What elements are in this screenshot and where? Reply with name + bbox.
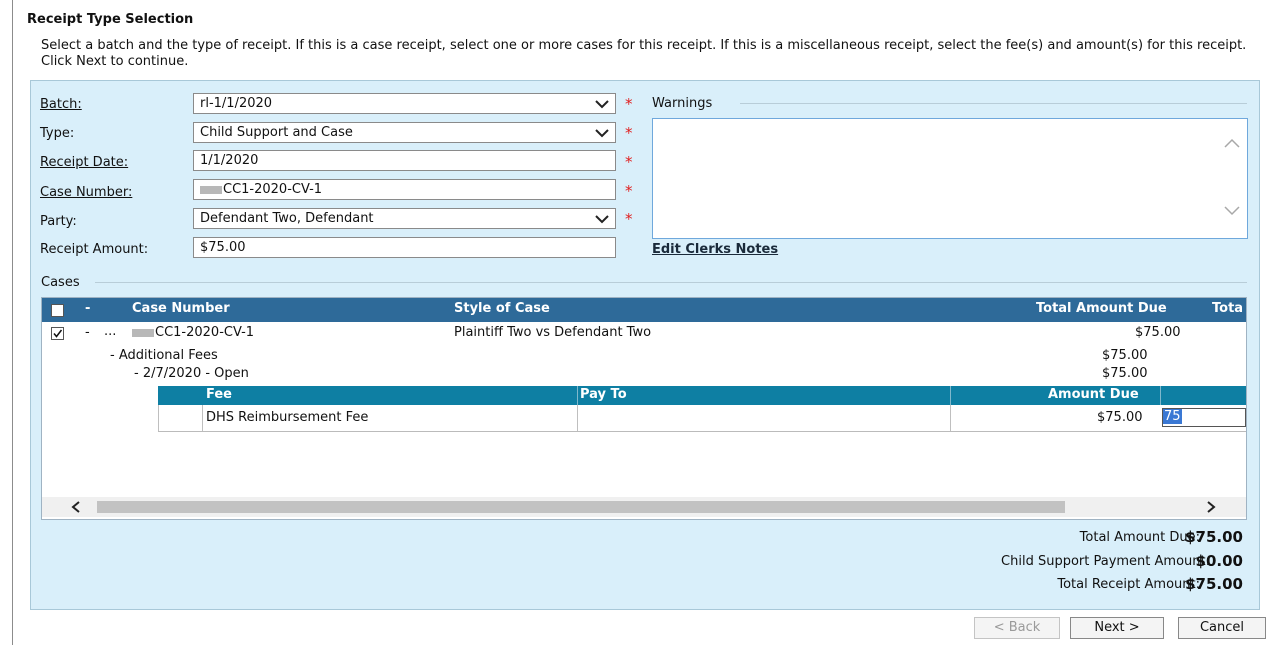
child-support-payment-value: $0.00 <box>1195 552 1243 570</box>
receipt-amount-input[interactable]: $75.00 <box>193 237 616 258</box>
date-group-amount: $75.00 <box>1102 366 1148 381</box>
case-row-style: Plaintiff Two vs Defendant Two <box>454 325 652 340</box>
column-divider <box>950 386 951 405</box>
cases-label: Cases <box>41 275 80 290</box>
batch-dropdown[interactable] <box>193 93 616 114</box>
column-header-total[interactable]: Tota <box>1212 301 1244 316</box>
chevron-down-icon[interactable] <box>594 94 610 119</box>
column-header-fee[interactable]: Fee <box>206 387 232 402</box>
chevron-down-icon[interactable] <box>594 209 610 234</box>
page-title: Receipt Type Selection <box>27 12 194 27</box>
redacted-block <box>200 186 222 194</box>
column-header-style-of-case[interactable]: Style of Case <box>454 301 550 316</box>
case-row-checkbox[interactable] <box>51 327 64 340</box>
party-label: Party: <box>40 214 77 229</box>
fee-amount-input[interactable] <box>1162 408 1246 427</box>
receipt-date-input[interactable]: 1/1/2020 <box>193 150 616 171</box>
additional-fees-label[interactable]: - Additional Fees <box>110 348 218 363</box>
type-value: Child Support and Case <box>200 125 353 140</box>
receipt-date-label: Receipt Date: <box>40 155 129 170</box>
warnings-divider <box>740 103 1247 104</box>
table-row <box>42 322 1246 344</box>
party-required-mark: * <box>625 210 633 228</box>
cases-divider <box>95 282 1247 283</box>
case-number-label: Case Number: <box>40 185 133 200</box>
cancel-button[interactable]: Cancel <box>1178 617 1266 639</box>
chevron-down-icon[interactable] <box>594 123 610 148</box>
receipt-amount-label: Receipt Amount: <box>40 242 149 257</box>
cell-divider <box>950 405 951 431</box>
batch-value: rl-1/1/2020 <box>200 96 273 111</box>
batch-required-mark: * <box>625 95 633 113</box>
window-frame-left <box>12 0 13 645</box>
fee-row-fee: DHS Reimbursement Fee <box>206 410 369 425</box>
column-header-case-number[interactable]: Case Number <box>132 301 230 316</box>
back-button[interactable]: < Back <box>974 617 1060 639</box>
cell-divider <box>202 405 203 431</box>
cell-divider <box>158 405 159 431</box>
redacted-block <box>132 329 154 337</box>
warnings-textarea[interactable] <box>652 118 1248 239</box>
column-divider <box>1160 386 1161 405</box>
case-row-amount-due: $75.00 <box>1135 325 1181 340</box>
additional-fees-amount: $75.00 <box>1102 348 1148 363</box>
case-row-case-number-text: CC1-2020-CV-1 <box>155 325 255 340</box>
party-dropdown[interactable] <box>193 208 616 229</box>
case-row-expand-toggle[interactable]: - <box>85 325 90 340</box>
column-header-total-amount-due[interactable]: Total Amount Due <box>1036 301 1167 316</box>
column-header-amount-due[interactable]: Amount Due <box>1048 387 1139 402</box>
date-group-label[interactable]: - 2/7/2020 - Open <box>134 366 249 381</box>
total-receipt-amount-label: Total Receipt Amount: <box>1057 577 1200 592</box>
fee-amount-input-value: 75 <box>1164 409 1181 424</box>
case-row-case-number <box>132 325 254 340</box>
total-receipt-amount-value: $75.00 <box>1185 575 1243 593</box>
type-dropdown[interactable] <box>193 122 616 143</box>
batch-label: Batch: <box>40 97 82 112</box>
chevron-left-icon[interactable] <box>70 500 82 518</box>
chevron-up-icon[interactable] <box>1223 137 1241 153</box>
column-divider <box>577 386 578 405</box>
cases-grid-header <box>42 298 1246 322</box>
fee-grid-header <box>158 386 1246 405</box>
receipt-date-required-mark: * <box>625 153 633 171</box>
select-all-checkbox[interactable] <box>51 304 64 317</box>
instructions-text: Select a batch and the type of receipt. If this is a case receipt, select one or more cases for this receipt. If this is a miscellaneous receipt, select the fee(s) and amount(s) for this receipt. Click Next to continue. <box>41 38 1247 69</box>
cell-divider <box>577 405 578 431</box>
case-row-more-button[interactable]: ... <box>104 324 117 339</box>
case-number-value: CC1-2020-CV-1 <box>223 182 323 197</box>
type-label: Type: <box>40 126 75 141</box>
case-number-input[interactable] <box>193 179 616 200</box>
scrollbar-thumb[interactable] <box>97 501 1065 513</box>
next-button[interactable]: Next > <box>1070 617 1164 639</box>
type-required-mark: * <box>625 124 633 142</box>
warnings-label: Warnings <box>652 96 713 111</box>
party-value: Defendant Two, Defendant <box>200 211 374 226</box>
child-support-payment-label: Child Support Payment Amount: <box>1001 554 1210 569</box>
column-header-expand: - <box>85 301 91 316</box>
chevron-down-icon[interactable] <box>1223 205 1241 221</box>
horizontal-scrollbar[interactable] <box>42 497 1246 517</box>
chevron-right-icon[interactable] <box>1205 500 1217 518</box>
column-header-pay-to[interactable]: Pay To <box>580 387 627 402</box>
fee-row-amount-due: $75.00 <box>1097 410 1143 425</box>
fee-row <box>158 405 1246 432</box>
cases-grid <box>41 297 1247 520</box>
edit-clerks-notes-link[interactable]: Edit Clerks Notes <box>652 242 779 257</box>
case-number-required-mark: * <box>625 182 633 200</box>
total-amount-due-value: $75.00 <box>1185 528 1243 546</box>
total-amount-due-label: Total Amount Due: <box>1079 530 1200 545</box>
